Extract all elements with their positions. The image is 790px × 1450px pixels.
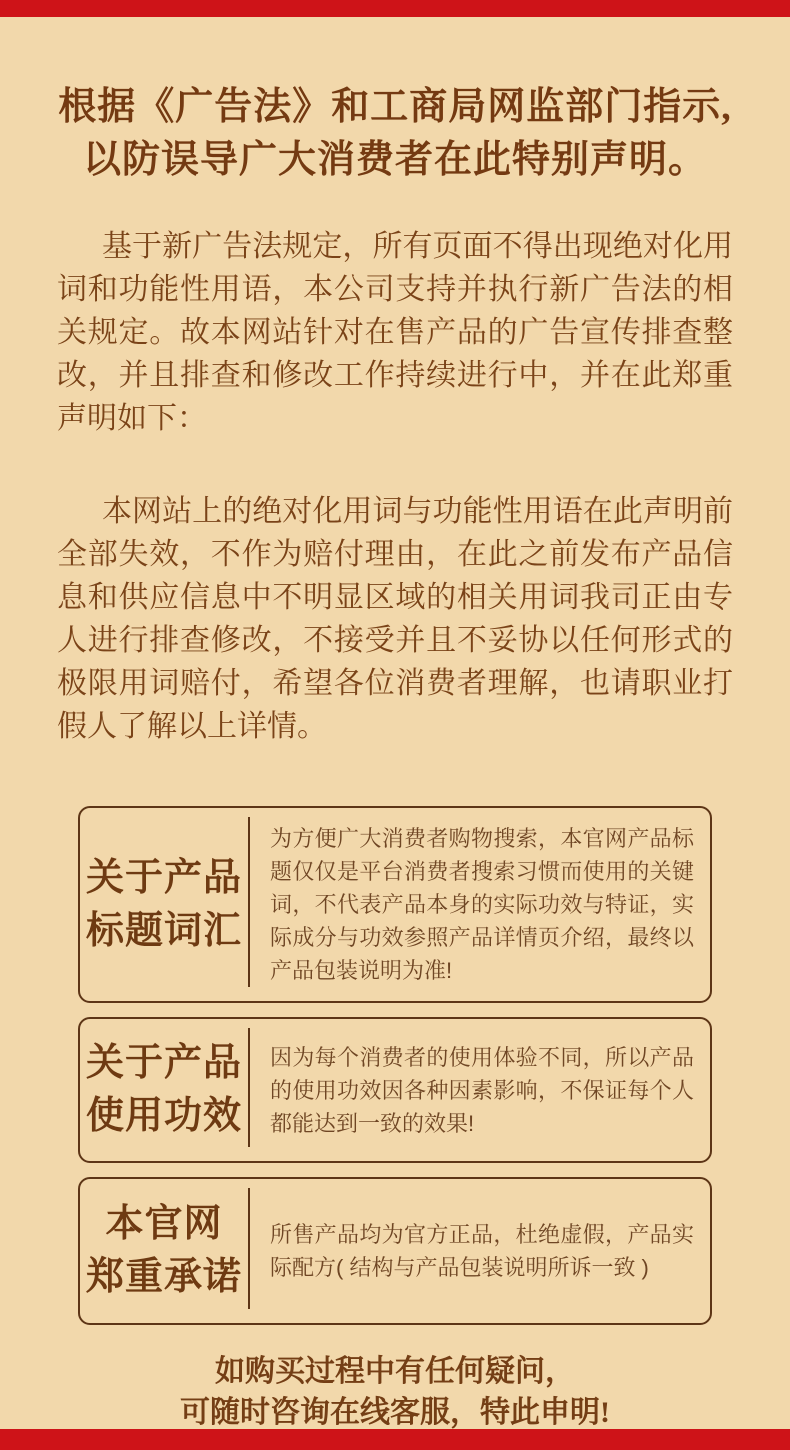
notice-box-list (78, 806, 712, 1325)
box-label-official-promise (80, 1179, 248, 1323)
box-label-line-1: 本官网 (105, 1203, 223, 1245)
notice-box-official-promise (78, 1177, 712, 1325)
box-label-product-efficacy (80, 1019, 248, 1161)
page-title (38, 81, 752, 187)
notice-box-product-efficacy (78, 1017, 712, 1163)
box-text-content: 所售产品均为官方正品，杜绝虚假，产品实际配方( 结构与产品包装说明所诉一致 ) (270, 1222, 694, 1280)
box-text-product-efficacy (250, 1019, 710, 1161)
box-label-line-1: 关于产品 (85, 1042, 242, 1084)
box-text-content: 因为每个消费者的使用体验不同，所以产品的使用功效因各种因素影响，不保证每个人都能达到一致的效果! (270, 1044, 694, 1136)
notice-box-product-title-keywords (78, 806, 712, 1003)
footer-line-1: 如购买过程中有任何疑问， (215, 1355, 575, 1388)
paragraph-declaration: 本网站上的绝对化用词与功能性用语在此声明前全部失效，不作为赔付理由，在此之前发布产品信息和供应信息中不明显区域的相关用词我司正由专人进行排查修改，不接受并且不妥协以任何形式的极限用词赔付，希望各位消费者理解，也请职业打假人了解以上详情。 (57, 495, 733, 743)
footer-note (0, 1351, 790, 1433)
title-line-1: 根据《广告法》和工商局网监部门指示, (58, 86, 732, 128)
paragraph-regulation: 基于新广告法规定，所有页面不得出现绝对化用词和功能性用语，本公司支持并执行新广告法的相关规定。故本网站针对在售产品的广告宣传排查整改，并且排查和修改工作持续进行中，并在此郑重声明如下： (57, 230, 733, 435)
box-text-product-title-keywords (250, 808, 710, 1001)
footer-line-2: 可随时咨询在线客服，特此申明! (180, 1396, 610, 1429)
top-red-bar (0, 0, 790, 17)
box-label-product-title-keywords (80, 808, 248, 1001)
box-label-line-2: 使用功效 (85, 1095, 242, 1137)
box-text-official-promise (250, 1179, 710, 1323)
box-label-line-2: 郑重承诺 (85, 1256, 242, 1298)
title-line-2: 以防误导广大消费者在此特别声明。 (82, 139, 707, 181)
box-label-line-1: 关于产品 (85, 856, 242, 899)
bottom-red-bar (0, 1429, 790, 1450)
box-label-line-2: 标题词汇 (85, 909, 242, 952)
box-text-content: 为方便广大消费者购物搜索，本官网产品标题仅仅是平台消费者搜索习惯而使用的关键词，不代表产品本身的实际功效与特证，实际成分与功效参照产品详情页介绍，最终以产品包装说明为准! (270, 826, 694, 983)
